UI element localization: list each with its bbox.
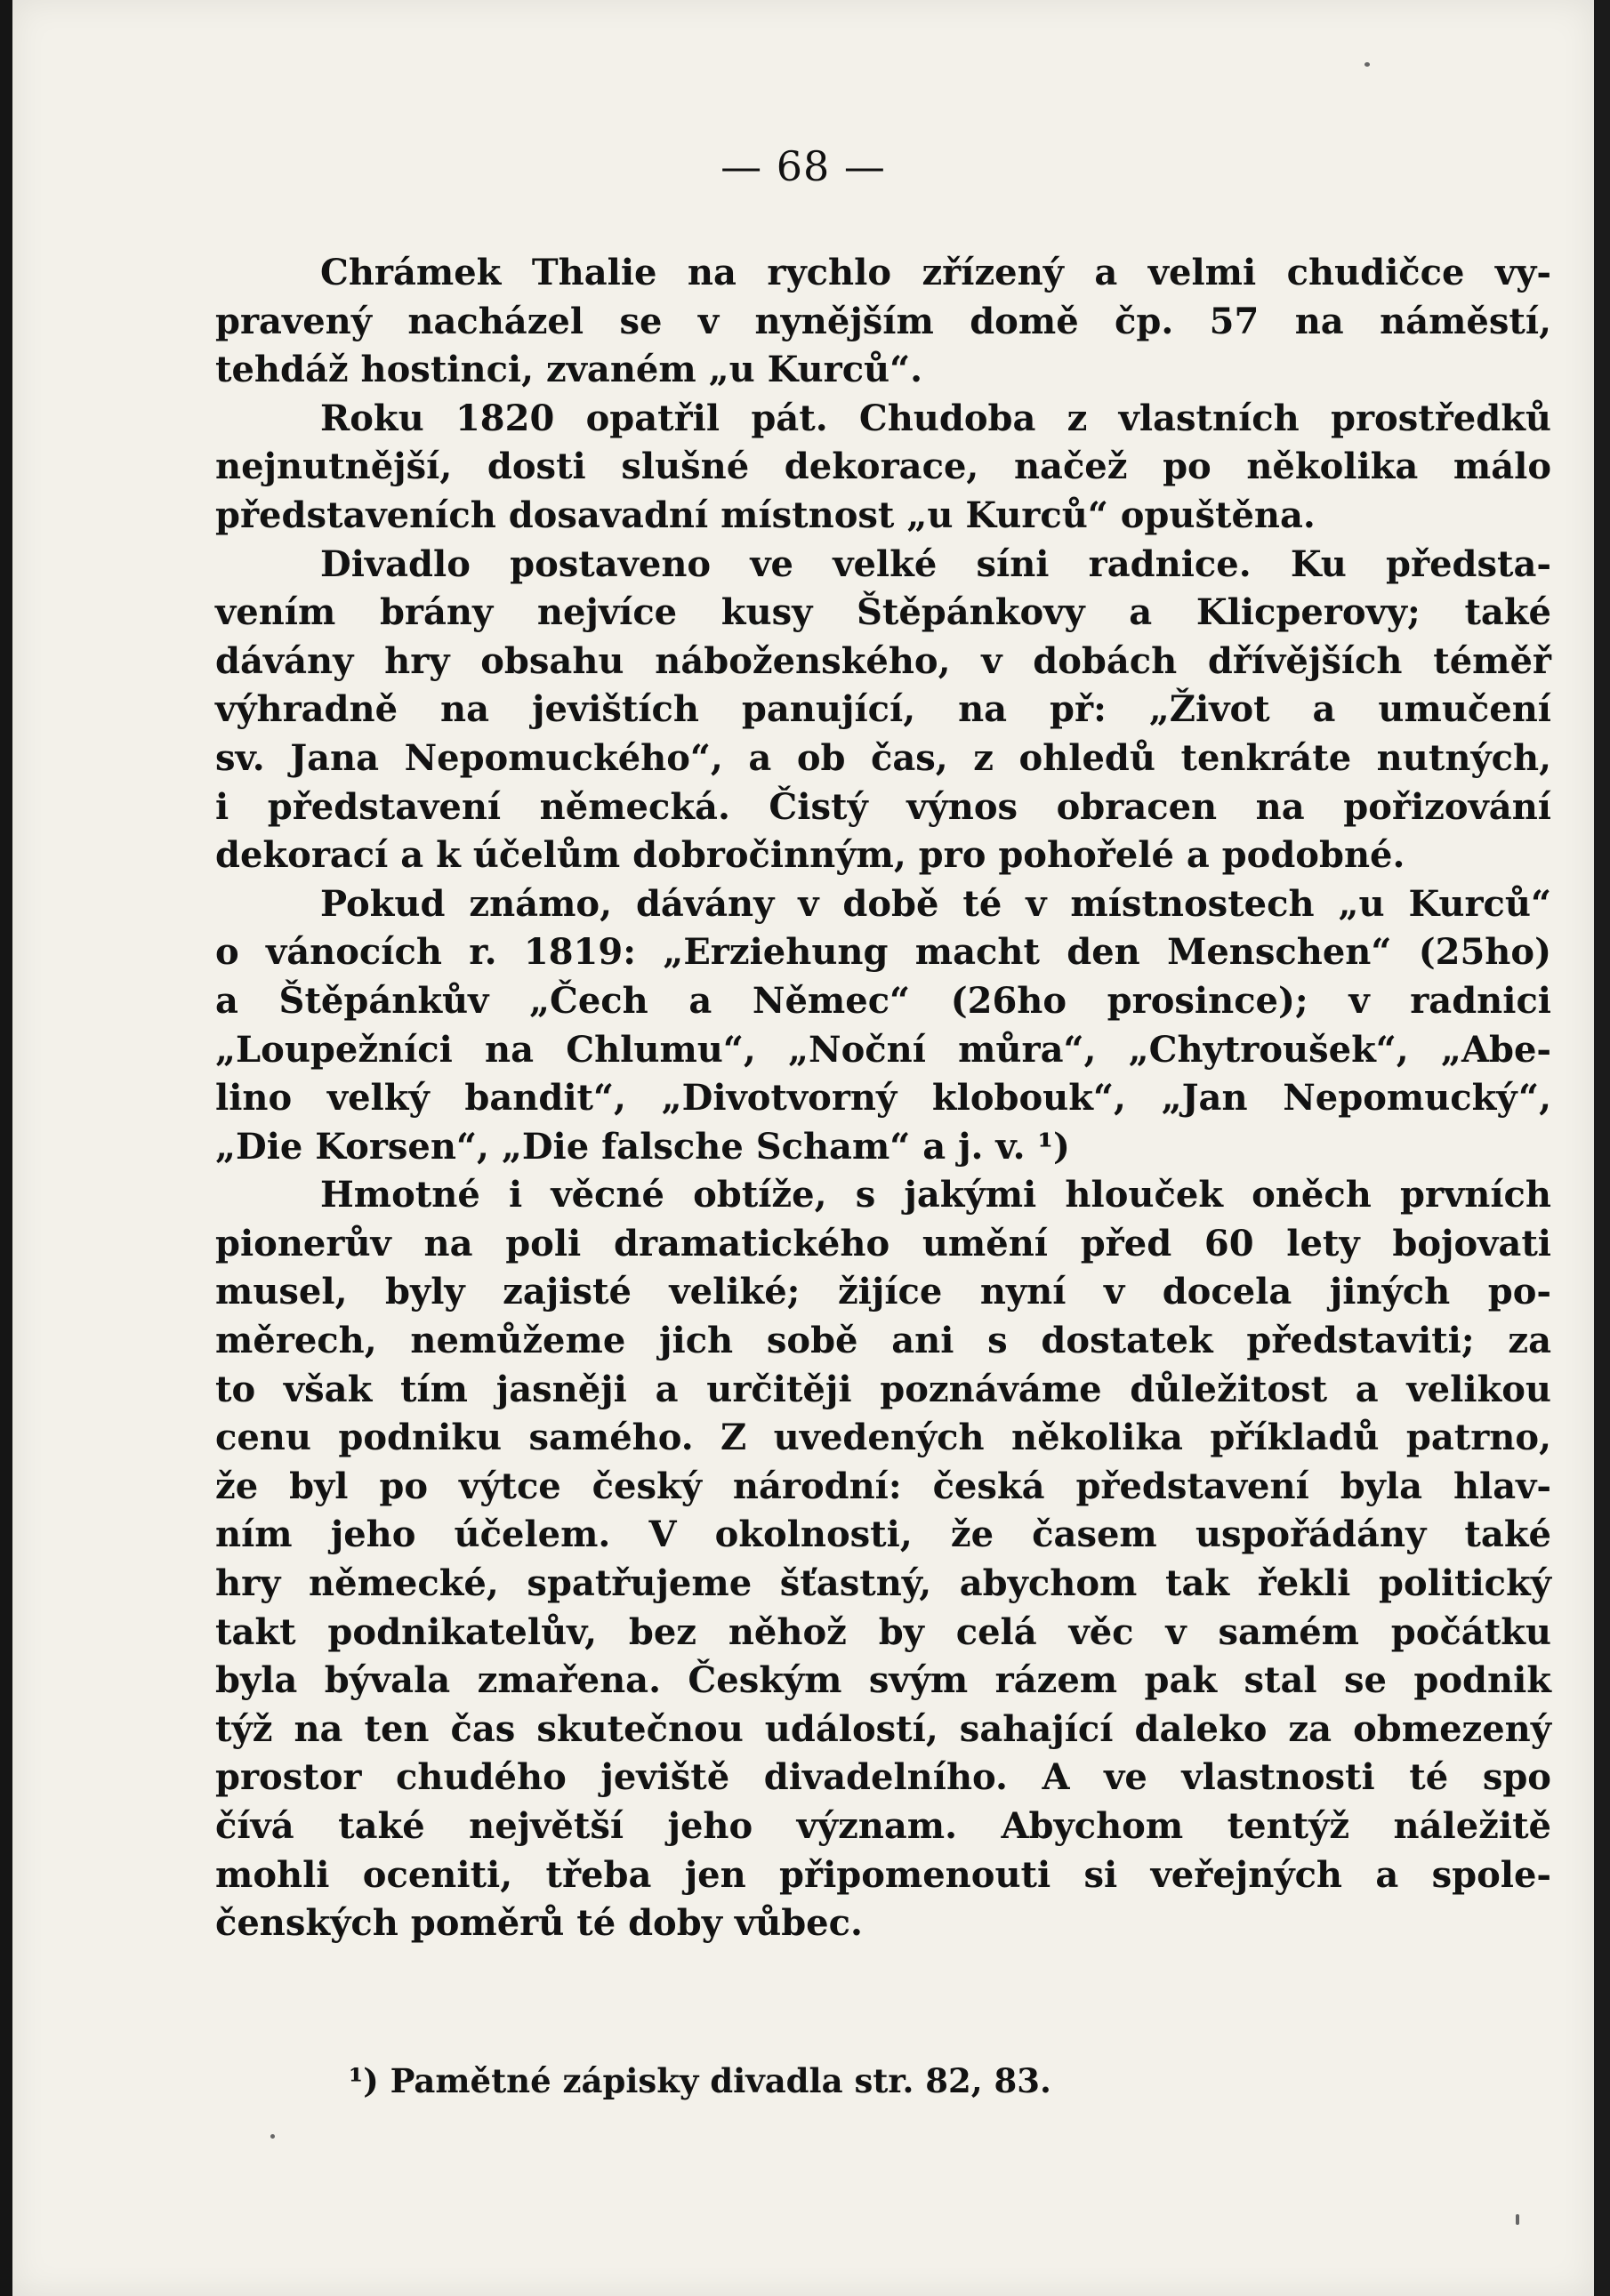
text-line: musel, byly zajisté veliké; žijíce nyní v docela jiných po- <box>215 1271 1551 1313</box>
text-line: o vánocích r. 1819: „Erziehung macht den Menschen“ (25ho) <box>215 931 1551 974</box>
text-line: nejnutnější, dosti slušné dekorace, načež po několika málo <box>215 446 1551 488</box>
text-line: takt podnikatelův, bez něhož by celá věc v samém počátku <box>215 1610 1551 1653</box>
scan-speck <box>1364 62 1370 67</box>
footnote <box>349 2061 1051 2100</box>
text-line: Chrámek Thalie na rychlo zřízený a velmi chudičce vy- <box>320 252 1551 293</box>
text-line: „Loupežníci na Chlumu“, „Noční můra“, „Chytroušek“, „Abe- <box>215 1028 1551 1071</box>
text-line: čívá také největší jeho význam. Abychom tentýž náležitě <box>215 1805 1551 1847</box>
text-line: výhradně na jevištích panující, na př: „Život a umučení <box>215 688 1551 731</box>
text-line: a Štěpánkův „Čech a Němec“ (26ho prosince); v radnici <box>215 979 1551 1022</box>
text-line: byla bývala zmařena. Českým svým rázem pak stal se podnik <box>215 1659 1551 1702</box>
text-line: vením brány nejvíce kusy Štěpánkovy a Klicperovy; také <box>215 591 1551 634</box>
text-line: že byl po výtce český národní: česká představení byla hlav- <box>215 1465 1551 1507</box>
text-line: Roku 1820 opatřil pát. Chudoba z vlastních prostředků <box>320 397 1551 439</box>
scan-border <box>1594 0 1610 2296</box>
text-line: to však tím jasněji a určitěji poznáváme důležitost a velikou <box>215 1368 1551 1410</box>
text-line: dekorací a k účelům dobročinným, pro pohořelé a podobné. <box>215 834 1405 877</box>
text-line: cenu podniku samého. Z uvedených několika příkladů patrno, <box>215 1417 1551 1459</box>
scan-speck <box>1516 2214 1519 2225</box>
text-line: pionerův na poli dramatického umění před 60 lety bojovati <box>215 1222 1551 1264</box>
scan-speck <box>270 2134 275 2139</box>
text-line: dávány hry obsahu náboženského, v dobách dřívějších téměř <box>215 639 1551 682</box>
body-text <box>215 249 1551 1948</box>
text-line: ním jeho účelem. V okolnosti, že časem uspořádány také <box>215 1513 1551 1556</box>
text-line: pravený nacházel se v nynějším domě čp. 57 na náměstí, <box>215 300 1551 342</box>
footnote-text: Pamětné zápisky divadla str. 82, 83. <box>378 2061 1051 2100</box>
text-line: Pokud známo, dávány v době té v místnostech „u Kurců“ <box>320 882 1551 925</box>
text-line: hry německé, spatřujeme šťastný, abychom tak řekli politický <box>215 1562 1551 1605</box>
text-line: mohli oceniti, třeba jen připomenouti si veřejných a spole- <box>215 1853 1551 1896</box>
text-line: prostor chudého jeviště divadelního. A ve vlastnosti té spo <box>215 1756 1551 1799</box>
text-line: tehdáž hostinci, zvaném „u Kurců“. <box>215 349 923 391</box>
text-line: „Die Korsen“, „Die falsche Scham“ a j. v. ¹) <box>215 1125 1070 1168</box>
book-page <box>12 0 1594 2296</box>
footnote-marker: ¹) <box>349 2061 379 2100</box>
page-number: — 68 — <box>720 142 886 190</box>
text-line: lino velký bandit“, „Divotvorný klobouk“, „Jan Nepomucký“, <box>215 1077 1551 1120</box>
text-line: Divadlo postaveno ve velké síni radnice. Ku předsta- <box>320 542 1551 585</box>
text-line: představeních dosavadní místnost „u Kurců“ opuštěna. <box>215 494 1316 536</box>
text-line: čenských poměrů té doby vůbec. <box>215 1902 863 1945</box>
text-line: i představení německá. Čistý výnos obracen na pořizování <box>215 785 1551 828</box>
text-line: Hmotné i věcné obtíže, s jakými hlouček oněch prvních <box>320 1174 1551 1216</box>
text-line: sv. Jana Nepomuckého“, a ob čas, z ohledů tenkráte nutných, <box>215 736 1551 779</box>
text-line: týž na ten čas skutečnou událostí, sahající daleko za obmezený <box>215 1707 1551 1750</box>
text-line: měrech, nemůžeme jich sobě ani s dostatek představiti; za <box>215 1320 1551 1362</box>
